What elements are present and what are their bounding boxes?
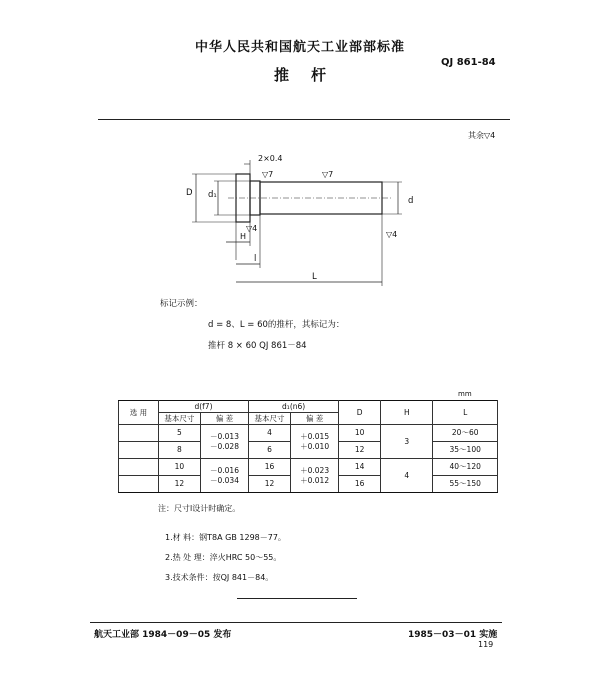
cell-d: 8	[158, 442, 200, 459]
header-L: L	[433, 401, 498, 425]
cell-L: 35～100	[433, 442, 498, 459]
cell-L: 20～60	[433, 425, 498, 442]
roughness-shaft-label: ▽7	[322, 170, 334, 179]
document-title: 推杆	[273, 66, 348, 84]
cell-d1: 16	[249, 459, 291, 476]
issue-date: 航天工业部 1984－09－05 发布	[94, 630, 232, 640]
effective-date: 1985－03－01 实施	[408, 630, 498, 640]
cell-d-dev: －0.016 －0.034	[200, 459, 248, 493]
example-line-2: 推杆 8 × 60 QJ 861－84	[208, 341, 307, 351]
header-d: d(f7)	[158, 401, 248, 413]
roughness-right-label: ▽4	[386, 230, 398, 239]
header-d1-dev: 偏 差	[291, 413, 339, 425]
roughness-head-label: ▽7	[262, 170, 274, 179]
cell-D: 12	[339, 442, 381, 459]
cell-d-dev: －0.013 －0.028	[200, 425, 248, 459]
example-line-1: d = 8、L = 60的推杆，其标记为：	[208, 320, 345, 330]
cell-d: 10	[158, 459, 200, 476]
footer-rule	[90, 622, 502, 623]
cell-d1-dev: ＋0.023 ＋0.012	[291, 459, 339, 493]
requirement-heat-treatment: 2.热 处 理：淬火HRC 50～55。	[165, 553, 282, 562]
cell-d: 5	[158, 425, 200, 442]
cell-H: 4	[381, 459, 433, 493]
spec-table	[118, 400, 498, 493]
cell-L: 55～150	[433, 476, 498, 493]
cell-L: 40～120	[433, 459, 498, 476]
cell-d1: 6	[249, 442, 291, 459]
cell-d1: 12	[249, 476, 291, 493]
end-rule	[237, 598, 357, 599]
cell-H: 3	[381, 425, 433, 459]
header-D: D	[339, 401, 381, 425]
header-d1: d₁(n6)	[249, 401, 339, 413]
requirement-technical: 3.技术条件：按QJ 841－84。	[165, 573, 274, 582]
standard-number: QJ 861-84	[441, 57, 496, 68]
table-row	[119, 425, 498, 442]
issuer-title: 中华人民共和国航天工业部部标准	[194, 40, 405, 55]
header-d-basic: 基本尺寸	[158, 413, 200, 425]
header-rule	[98, 119, 510, 120]
units-label: mm	[458, 390, 472, 398]
requirement-material: 1.材 料：钢T8A GB 1298－77。	[165, 533, 286, 542]
table-note: 注：尺寸l设计时确定。	[158, 504, 241, 513]
cell-d: 12	[158, 476, 200, 493]
surface-roughness-rest: 其余▽4	[468, 131, 496, 140]
dim-d1-label: d₁	[208, 190, 217, 200]
chamfer-label: 2×0.4	[258, 154, 283, 163]
roughness-left-label: ▽4	[246, 224, 258, 233]
dim-L-label: L	[312, 272, 317, 282]
push-rod-drawing	[170, 150, 430, 300]
table-row	[119, 459, 498, 476]
dim-l-label: l	[254, 254, 257, 264]
cell-D: 10	[339, 425, 381, 442]
header-d1-basic: 基本尺寸	[249, 413, 291, 425]
example-label: 标记示例：	[160, 299, 203, 309]
dim-H-label: H	[240, 232, 247, 241]
cell-D: 16	[339, 476, 381, 493]
cell-D: 14	[339, 459, 381, 476]
cell-d1-dev: ＋0.015 ＋0.010	[291, 425, 339, 459]
header-use: 选 用	[119, 401, 159, 425]
cell-d1: 4	[249, 425, 291, 442]
page-number: 119	[478, 640, 494, 649]
header-d-dev: 偏 差	[200, 413, 248, 425]
dim-D-label: D	[186, 188, 193, 198]
dim-d-label: d	[408, 196, 414, 206]
header-H: H	[381, 401, 433, 425]
